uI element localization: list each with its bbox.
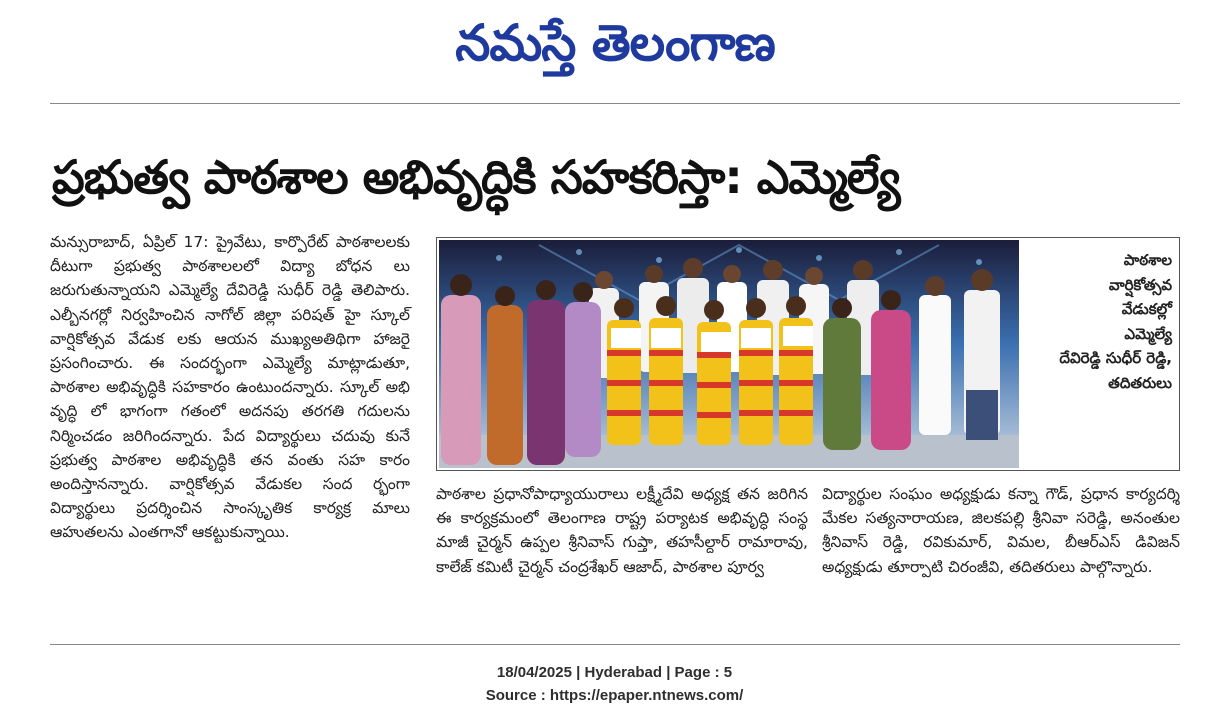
caption-line: పాఠశాల <box>1123 251 1172 269</box>
caption-line: దేవిరెడ్డి సుధీర్ రెడ్డి, <box>1059 349 1172 367</box>
group-photo-illustration <box>439 240 1019 468</box>
article-photo <box>439 240 1019 468</box>
newspaper-masthead: నమస్తే తెలంగాణ <box>455 14 775 72</box>
article-text-1: మన్సురాబాద్, ఏప్రిల్ 17: ప్రైవేటు, కార్పొరేట్ పాఠశాలలకు దీటుగా ప్రభుత్వ పాఠశాలలలో విద్యా బోధన లు జరుగుతున్నాయని ఎమ్మెల్యే దేవిరెడ్డి సుధీర్ రెడ్డి తెలిపారు. ఎల్బీనగర్లో నిర్వహించిన నాగోల్ జిల్లా పరిషత్ హై స్కూల్ వార్షికోత్సవ వేడుక లకు ఆయన ముఖ్యఅతిథిగా హాజరై ప్రసంగించారు. ఈ సందర్భంగా ఎమ్మెల్యే మాట్లాడుతూ, పాఠశాల అభివృద్ధికి సహకారం ఉంటుందన్నారు. స్కూల్ అభి వృద్ధి లో భాగంగా గతంలో అదనపు తరగతి గదులను నిర్మించడం జరిగిందన్నారు. పేద విద్యార్థులు చదువు కునే ప్రభుత్వ పాఠశాల అభివృద్ధికి తన వంతు సహ కారం అందిస్తానన్నారు. వార్షికోత్సవ వేడుకల సంద ర్భంగా విద్యార్థులు ప్రదర్శించిన సాంస్కృతిక కార్యక్ర మాలు ఆహుతలను ఎంతగానో ఆకట్టుకున్నాయి. <box>50 233 410 542</box>
top-divider <box>50 103 1180 104</box>
article-text-3: విద్యార్థుల సంఘం అధ్యక్షుడు కన్నా గౌడ్, ప్రధాన కార్యదర్శి మేకల సత్యనారాయణ, జిలకపల్లి శ్రీనివా సరెడ్డి, అనంతుల శ్రీనివాస్ రెడ్డి, రవికుమార్, విమల, బీఆర్ఎస్ డివిజన్ అధ్యక్షుడు తూర్పాటి చిరంజీవి, తదితరులు పాల్గొన్నారు. <box>822 485 1180 576</box>
article-text-2: పాఠశాల ప్రధానోపాధ్యాయురాలు లక్ష్మీదేవి అధ్యక్ష తన జరిగిన ఈ కార్యక్రమంలో తెలంగాణ రాష్ట్ర పర్యాటక అభివృద్ధి సంస్థ మాజీ చైర్మన్ ఉప్పల శ్రీనివాస్ గుప్తా, తహసీల్దార్ రామారావు, కాలేజ్ కమిటీ చైర్మన్ చంద్రశేఖర్ ఆజాద్, పాఠశాల పూర్వ <box>436 485 808 576</box>
footer-date-line: 18/04/2025 | Hyderabad | Page : 5 <box>496 664 733 681</box>
caption-line: తదితరులు <box>1108 373 1172 392</box>
article-column-3 <box>822 482 1180 579</box>
article-column-1 <box>50 230 410 545</box>
caption-line: వార్షికోత్సవ <box>1108 275 1172 294</box>
caption-line: వేడుకల్లో <box>1121 300 1172 318</box>
article-headline: ప్రభుత్వ పాఠశాల అభివృద్ధికి సహకరిస్తా: ఎమ్మెల్యే <box>52 150 900 204</box>
bottom-divider <box>50 644 1180 645</box>
caption-line: ఎమ్మెల్యే <box>1124 324 1172 343</box>
article-photo-box <box>436 237 1180 471</box>
photo-caption <box>1022 248 1172 395</box>
article-column-2 <box>436 482 808 579</box>
footer-source-line: Source : https://epaper.ntnews.com/ <box>485 687 744 704</box>
